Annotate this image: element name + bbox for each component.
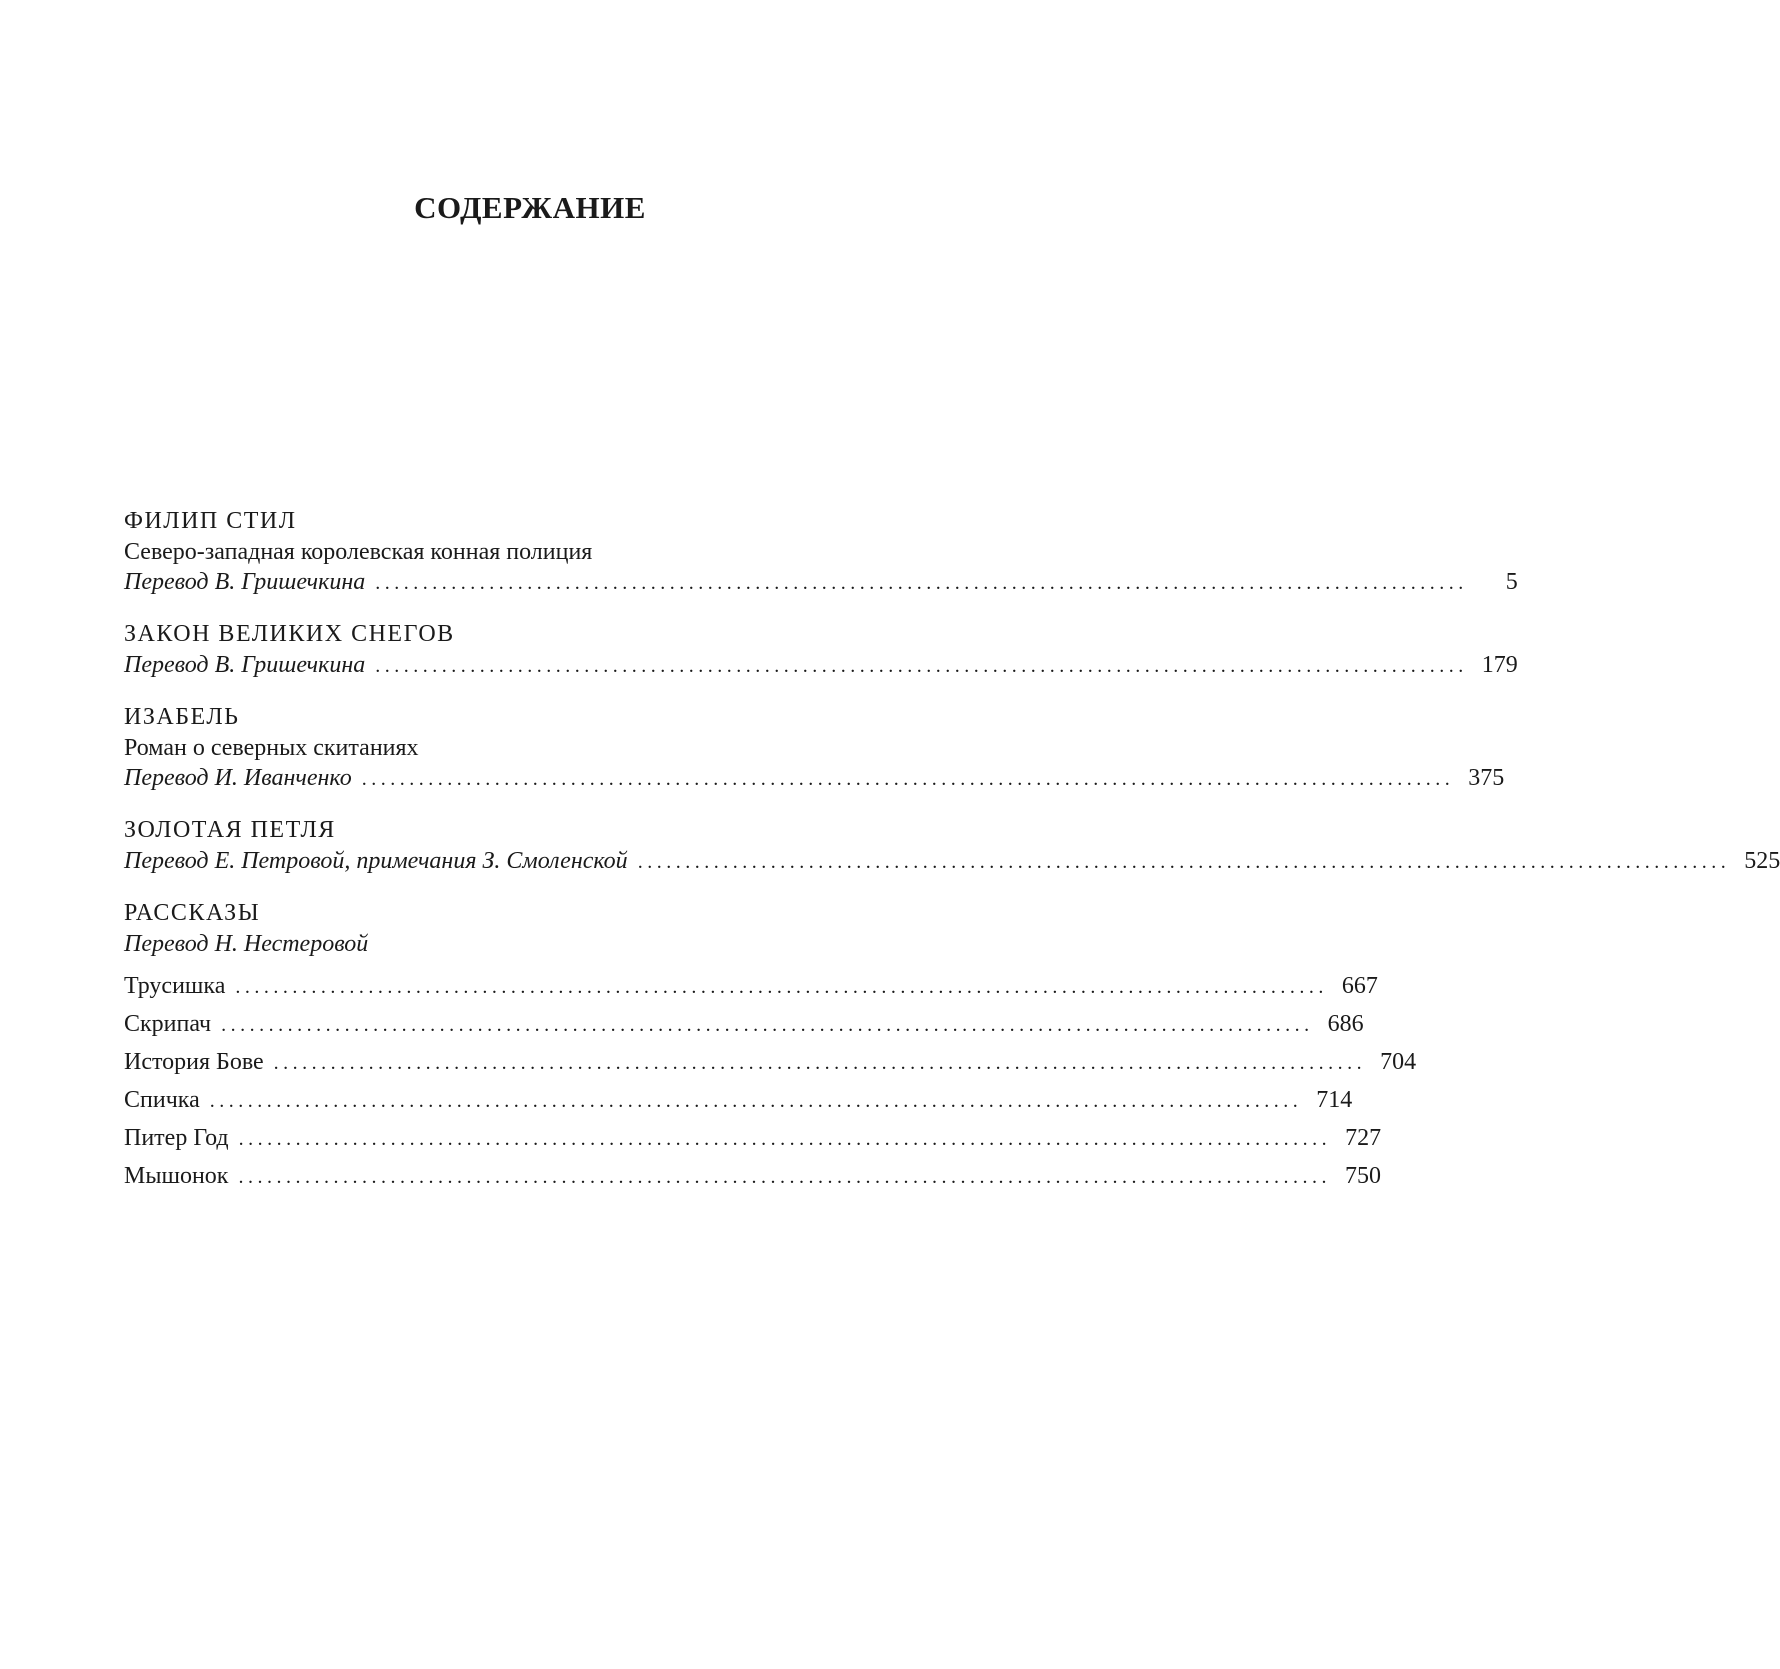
page-number: 714 [1316, 1087, 1353, 1113]
story-title: Трусишка [124, 973, 226, 999]
page-title: СОДЕРЖАНИЕ [414, 190, 646, 225]
dot-leader: ................................................................................................................... [273, 1052, 1367, 1074]
story-entry[interactable] [124, 967, 1378, 1005]
toc-entry[interactable] [124, 846, 1780, 877]
page-number: 375 [1468, 765, 1505, 791]
page-number: 686 [1327, 1011, 1364, 1037]
story-title: Спичка [124, 1087, 200, 1113]
dot-leader: ................................................................................................................... [221, 1014, 1314, 1036]
dot-leader: ................................................................................................................... [375, 655, 1468, 677]
toc-entry[interactable] [124, 763, 1505, 794]
translation-credit: Перевод Е. Петровой, примечания З. Смоленской [124, 848, 628, 874]
dot-leader: ................................................................................................................... [637, 851, 1731, 873]
story-title: Мышонок [124, 1163, 229, 1189]
translation-credit: Перевод В. Гришечкина [124, 652, 366, 678]
dot-leader: ................................................................................................................... [238, 1128, 1332, 1150]
toc-section [124, 814, 1780, 877]
section-title: ЗАКОН ВЕЛИКИХ СНЕГОВ [124, 621, 455, 647]
dot-leader: ................................................................................................................... [375, 572, 1468, 594]
toc-entry[interactable] [124, 567, 1518, 598]
dot-leader: ................................................................................................................... [238, 1166, 1331, 1188]
story-title: Скрипач [124, 1011, 212, 1037]
section-title: ИЗАБЕЛЬ [124, 704, 240, 730]
story-entry[interactable] [124, 1005, 1364, 1043]
section-title: ЗОЛОТАЯ ПЕТЛЯ [124, 817, 336, 843]
page-number: 667 [1341, 973, 1378, 999]
translation-credit: Перевод Н. Нестеровой [124, 931, 369, 957]
story-list [124, 967, 1417, 1195]
translation-credit: Перевод В. Гришечкина [124, 569, 366, 595]
translation-credit: Перевод И. Иванченко [124, 765, 352, 791]
story-title: История Бове [124, 1049, 264, 1075]
toc-section [124, 897, 1417, 1195]
section-title: ФИЛИП СТИЛ [124, 508, 297, 534]
page-number: 704 [1380, 1049, 1417, 1075]
page-number: 750 [1344, 1163, 1381, 1189]
story-entry[interactable] [124, 1043, 1417, 1081]
table-of-contents [124, 505, 1780, 1215]
section-title: РАССКАЗЫ [124, 900, 261, 926]
toc-entry[interactable] [124, 650, 1518, 681]
story-entry[interactable] [124, 1157, 1381, 1195]
toc-section [124, 701, 1505, 794]
story-title: Питер Год [124, 1125, 229, 1151]
toc-section [124, 618, 1518, 681]
dot-leader: ................................................................................................................... [235, 976, 1328, 998]
story-entry[interactable] [124, 1119, 1382, 1157]
section-subtitle: Северо-западная королевская конная полиция [124, 539, 593, 565]
section-subtitle: Роман о северных скитаниях [124, 735, 419, 761]
toc-section [124, 505, 1518, 598]
dot-leader: ................................................................................................................... [361, 768, 1455, 790]
page-number: 727 [1345, 1125, 1382, 1151]
story-entry[interactable] [124, 1081, 1353, 1119]
page-number: 5 [1505, 569, 1518, 595]
page-number: 525 [1744, 848, 1780, 874]
dot-leader: ................................................................................................................... [209, 1090, 1303, 1112]
page-number: 179 [1481, 652, 1518, 678]
